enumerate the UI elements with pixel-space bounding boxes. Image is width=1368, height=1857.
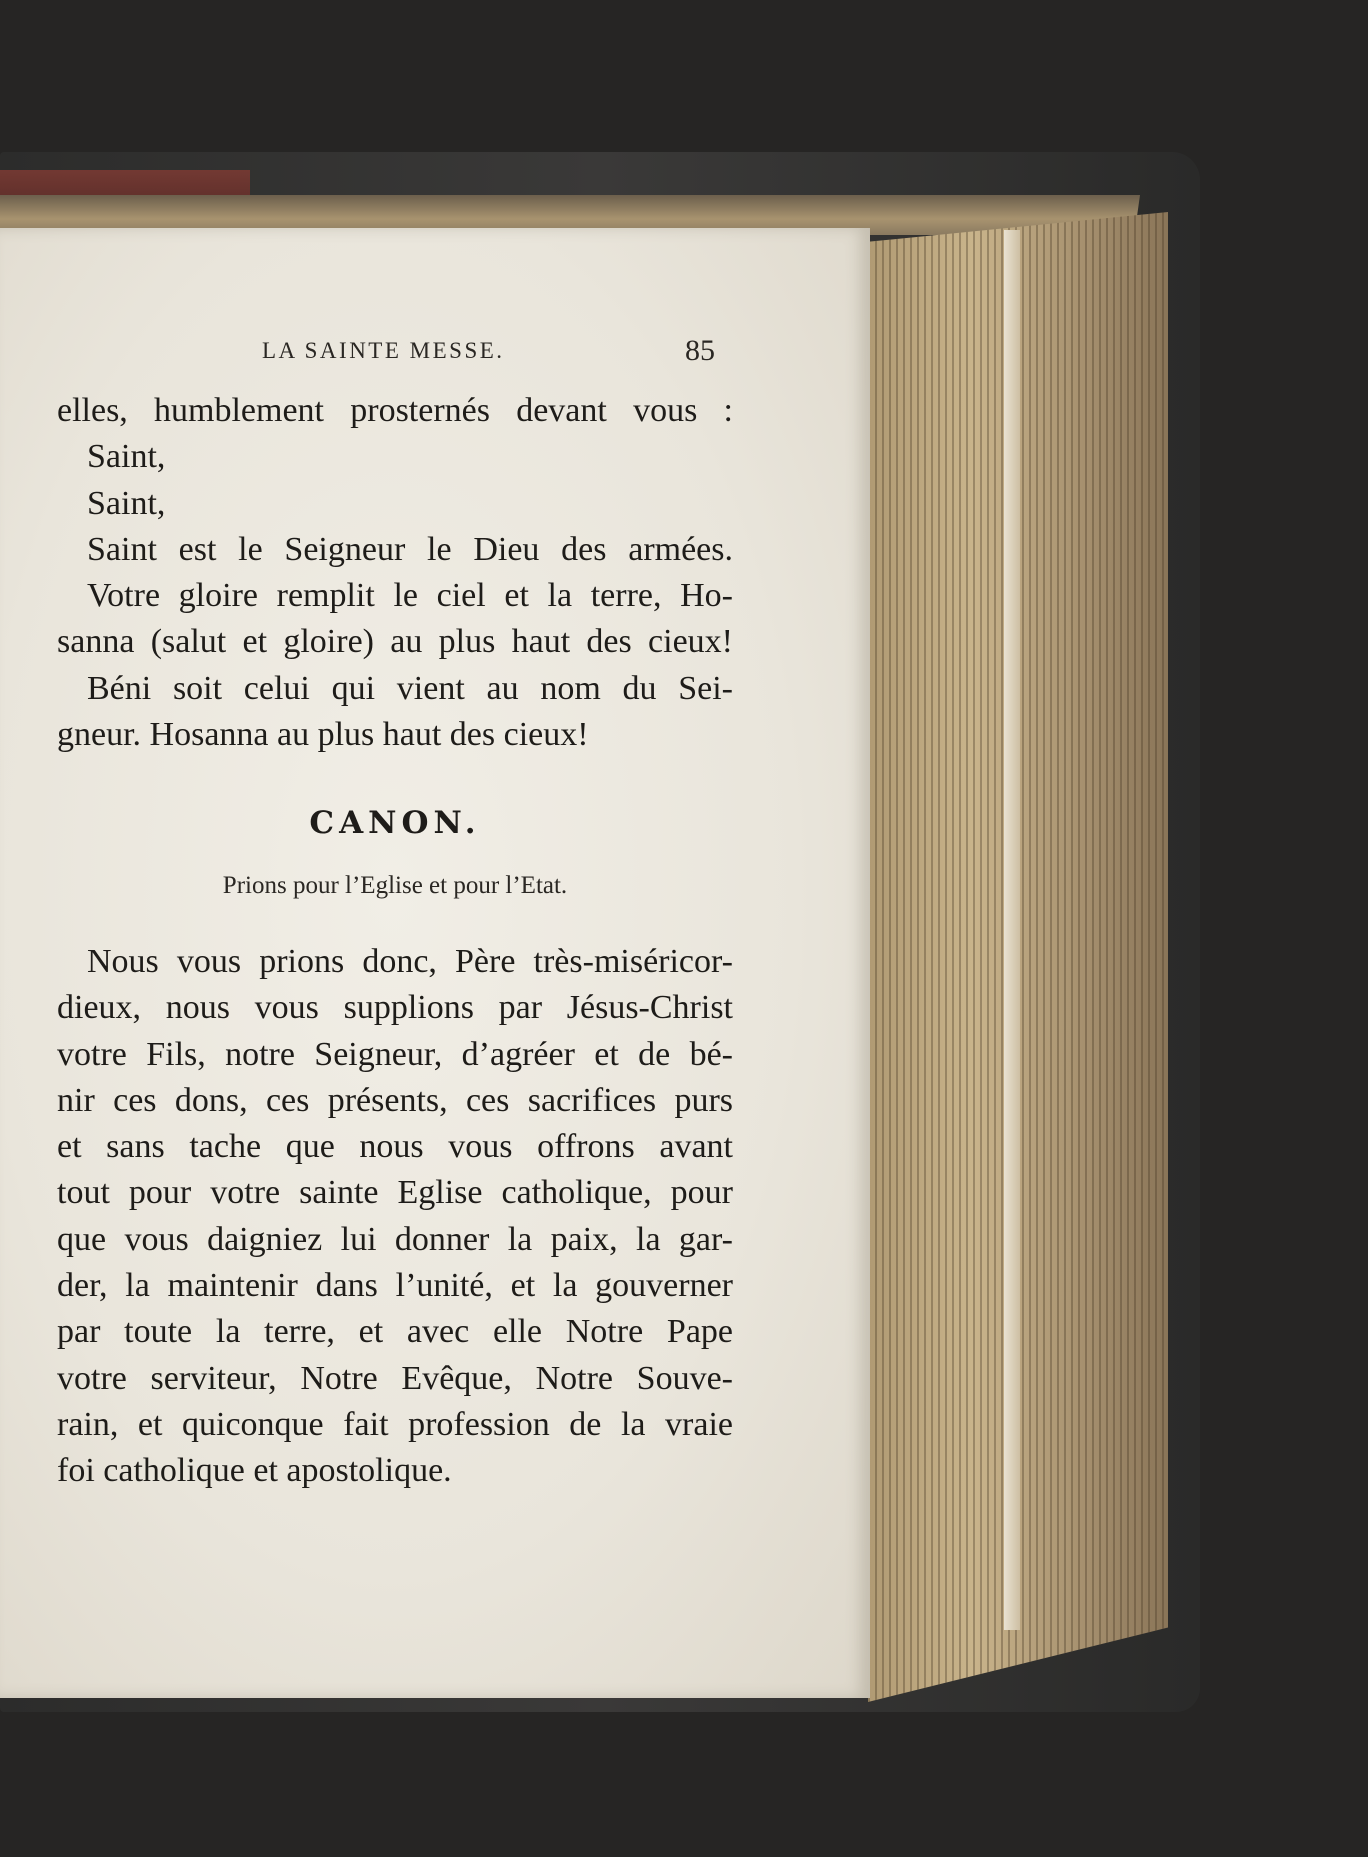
text-line: par toute la terre, et avec elle Notre Pape — [57, 1313, 733, 1351]
text-line: gneur. Hosanna au plus haut des cieux! — [57, 716, 589, 754]
text-line: Nous vous prions donc, Père très-miséricor- — [87, 943, 733, 980]
page-number: 85 — [685, 334, 715, 367]
text-line: tout pour votre sainte Eglise catholique, pour — [57, 1174, 733, 1212]
section-heading: CANON. — [309, 805, 481, 841]
text-line: que vous daigniez lui donner la paix, la gar- — [57, 1220, 733, 1258]
running-head — [0, 334, 870, 374]
running-title: LA SAINTE MESSE. — [262, 338, 505, 363]
text-line: der, la maintenir dans l’unité, et la gouverner — [57, 1267, 733, 1305]
paragraph-canon — [57, 939, 733, 1495]
text-line: sanna (salut et gloire) au plus haut des cieux! — [57, 623, 733, 661]
text-line: Saint, — [87, 438, 166, 476]
text-line: nir ces dons, ces présents, ces sacrifices purs — [57, 1081, 733, 1119]
paragraph-sanctus — [57, 388, 733, 758]
text-line: Béni soit celui qui vient au nom du Sei- — [87, 669, 733, 707]
text-line: elles, humblement prosternés devant vous : — [57, 392, 733, 429]
text-line: Saint, — [87, 484, 166, 522]
text-line: votre Fils, notre Seigneur, d’agréer et de bé- — [57, 1035, 733, 1073]
text-line: votre serviteur, Notre Evêque, Notre Souve- — [57, 1359, 733, 1397]
text-line: Votre gloire remplit le ciel et la terre, Ho- — [87, 577, 733, 615]
text-line: et sans tache que nous vous offrons avant — [57, 1128, 733, 1166]
page-block-edge-gap — [1004, 230, 1020, 1630]
text-line: foi catholique et apostolique. — [57, 1452, 452, 1490]
text-line: rain, et quiconque fait profession de la vraie — [57, 1405, 733, 1443]
section-subheading: Prions pour l’Eglise et pour l’Etat. — [222, 872, 568, 899]
text-line: dieux, nous vous supplions par Jésus-Christ — [57, 989, 733, 1027]
text-line: Saint est le Seigneur le Dieu des armées. — [87, 530, 733, 568]
